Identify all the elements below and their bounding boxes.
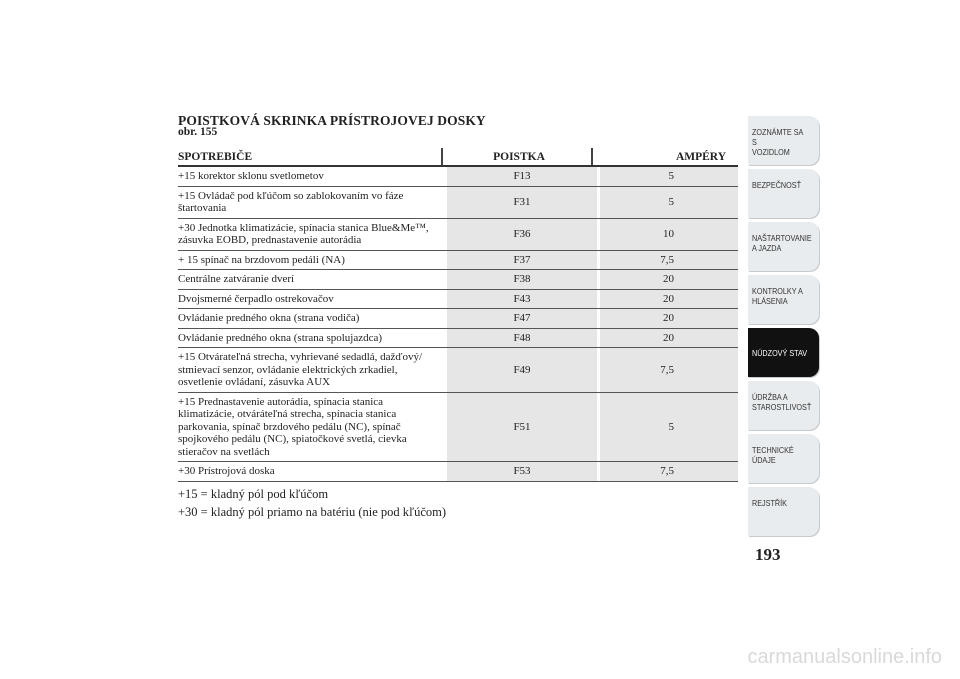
table-body (178, 167, 738, 482)
fuse-table (178, 144, 738, 482)
table-row (178, 290, 738, 310)
table-row (178, 393, 738, 463)
fuse-cell: F37 (444, 251, 600, 270)
ampere-cell: 20 (600, 270, 738, 289)
fuse-cell: F48 (444, 329, 600, 348)
consumer-cell: Ovládanie predného okna (strana vodiča) (178, 312, 360, 324)
table-row (178, 348, 738, 393)
consumer-cell: +15 Ovládač pod kľúčom so zablokovaním vo fáze štartovania (178, 189, 404, 214)
consumer-cell: +15 Otvárateľná strecha, vyhrievané sedadlá, dažďový/ stmievací senzor, ovládanie elektrických zrkadiel, osvetlenie ovládaní, zásuvka AUX (178, 351, 423, 388)
fuse-cell: F53 (444, 462, 600, 481)
side-tab[interactable] (748, 275, 819, 324)
ampere-cell: 5 (600, 393, 738, 462)
fuse-cell: F36 (444, 219, 600, 250)
side-tab[interactable] (748, 381, 819, 430)
side-tab-label: NAŠTARTOVANIE A JAZDA (752, 233, 812, 253)
consumer-cell: +30 Prístrojová doska (178, 465, 275, 477)
side-tab[interactable] (748, 328, 819, 377)
consumer-cell: +15 Prednastavenie autorádia, spínacia stanica klimatizácie, otváráteľná strecha, spínacia stanica parkovania, spínač brzdového pedálu (NC), spínač spojkového pedálu (NC), spiatočkové svetlá, cievka stieračov na svetlách (178, 395, 407, 458)
figure-reference: obr. 155 (178, 126, 218, 138)
fuse-cell: F31 (444, 187, 600, 218)
fuse-cell: F43 (444, 290, 600, 309)
fuse-cell: F47 (444, 309, 600, 328)
table-row (178, 270, 738, 290)
ampere-cell: 7,5 (600, 251, 738, 270)
table-row (178, 219, 738, 251)
ampere-cell: 20 (600, 290, 738, 309)
side-tab-label: KONTROLKY A HLÁSENIA (752, 286, 803, 306)
side-tab-label: TECHNICKÉ ÚDAJE (752, 445, 794, 465)
consumer-cell: Ovládanie predného okna (strana spolujazdca) (178, 331, 383, 344)
side-tab[interactable] (748, 222, 819, 271)
ampere-cell: 5 (600, 167, 738, 186)
ampere-cell: 7,5 (600, 348, 738, 392)
consumer-cell: Centrálne zatváranie dverí (178, 273, 295, 285)
ampere-cell: 10 (600, 219, 738, 250)
side-tab-label: ZOZNÁMTE SA S VOZIDLOM (752, 127, 803, 157)
consumer-cell: Dvojsmerné čerpadlo ostrekovačov (178, 292, 334, 305)
ampere-cell: 5 (600, 187, 738, 218)
side-navigation (748, 116, 819, 540)
side-tab[interactable] (748, 116, 819, 165)
page-title: POISTKOVÁ SKRINKA PRÍSTROJOVEJ DOSKY (178, 113, 486, 128)
table-header (178, 144, 738, 167)
fuse-cell: F49 (444, 348, 600, 392)
side-tab[interactable] (748, 434, 819, 483)
fuse-cell: F38 (444, 270, 600, 289)
header-fuse: POISTKA (493, 151, 545, 163)
side-tab-label: NÚDZOVÝ STAV (752, 348, 808, 358)
header-consumers: SPOTREBIČE (178, 151, 253, 163)
table-row (178, 329, 738, 349)
note-plus15: +15 = kladný pól pod kľúčom (178, 487, 329, 501)
consumer-cell: + 15 spínač na brzdovom pedáli (NA) (178, 253, 345, 266)
side-tab[interactable] (748, 169, 819, 218)
note-plus30: +30 = kladný pól priamo na batériu (nie pod kľúčom) (178, 505, 447, 519)
table-row (178, 251, 738, 271)
watermark: carmanualsonline.info (747, 646, 942, 668)
ampere-cell: 7,5 (600, 462, 738, 481)
table-row (178, 167, 738, 187)
table-row (178, 462, 738, 482)
consumer-cell: +15 korektor sklonu svetlometov (178, 170, 324, 182)
table-row (178, 187, 738, 219)
consumer-cell: +30 Jednotka klimatizácie, spínacia stanica Blue&Me™, zásuvka EOBD, prednastavenie autorádia (178, 221, 429, 246)
fuse-cell: F13 (444, 167, 600, 186)
ampere-cell: 20 (600, 309, 738, 328)
table-row (178, 309, 738, 329)
page-number: 193 (755, 545, 781, 564)
side-tab-label: REJSTŘÍK (752, 498, 787, 508)
side-tab[interactable] (748, 487, 819, 536)
header-amperes: AMPÉRY (675, 151, 726, 163)
side-tab-label: ÚDRŽBA A STAROSTLIVOSŤ (752, 392, 812, 412)
ampere-cell: 20 (600, 329, 738, 348)
fuse-cell: F51 (444, 393, 600, 462)
side-tab-label: BEZPEČNOSŤ (752, 180, 801, 190)
